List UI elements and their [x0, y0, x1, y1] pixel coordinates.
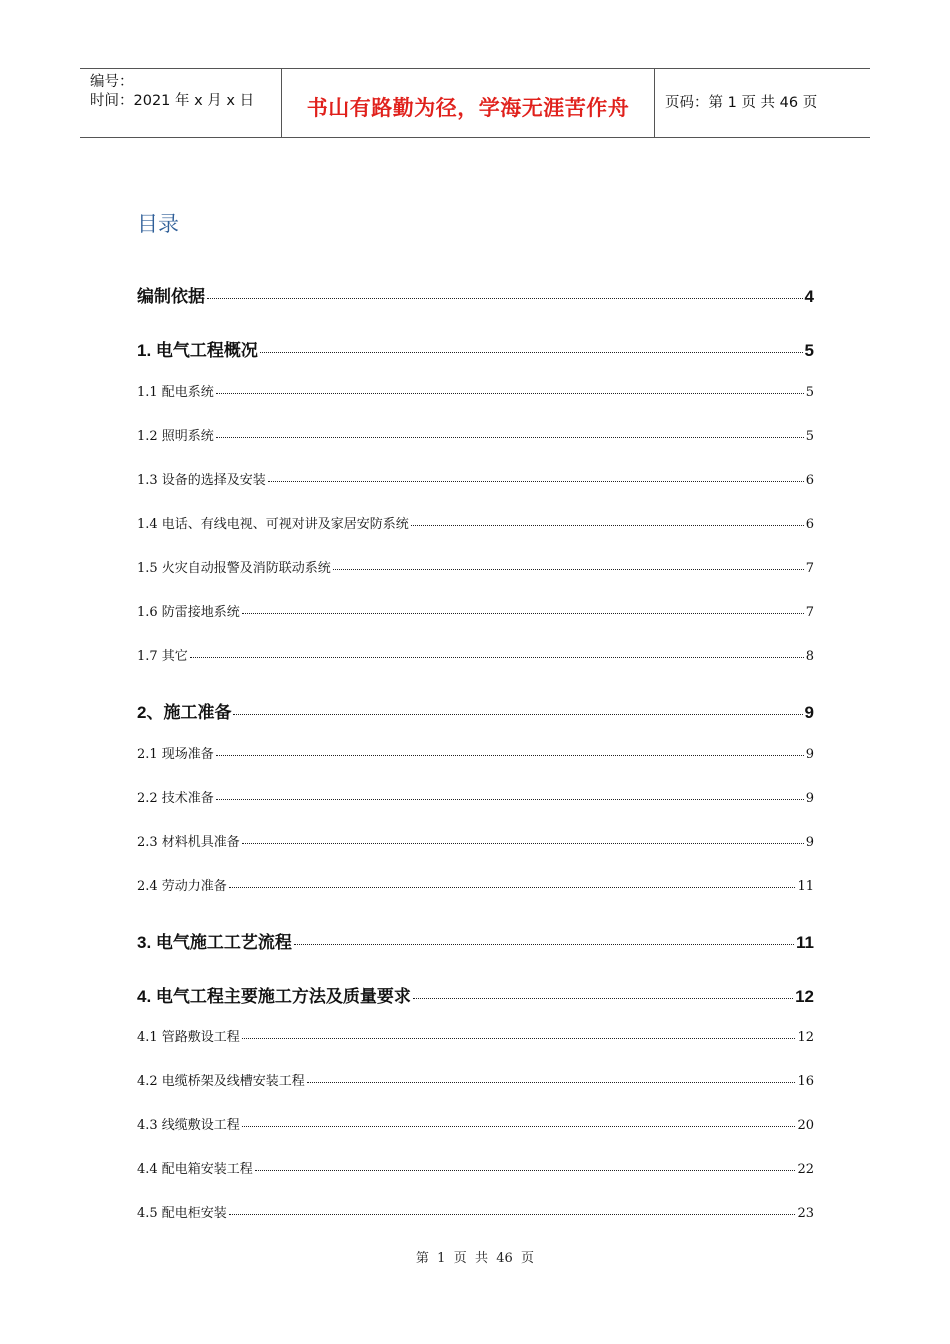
toc-entry[interactable]: [137, 1114, 814, 1133]
toc-entry-page: 22: [797, 1162, 814, 1177]
toc-leader-dots: [229, 1214, 796, 1215]
toc-entry[interactable]: [137, 425, 814, 444]
toc-entry-label: 编制依据: [137, 287, 205, 306]
toc-entry-label: 1.1 配电系统: [137, 385, 214, 400]
toc-entry[interactable]: [137, 336, 814, 361]
toc-entry-label: 4.3 线缆敷设工程: [137, 1118, 240, 1133]
toc-entry[interactable]: [137, 1158, 814, 1177]
header-motto-cell: [282, 69, 655, 137]
toc-leader-dots: [413, 998, 793, 999]
toc-entry-label: 4.1 管路敷设工程: [137, 1030, 240, 1045]
toc-entry[interactable]: [137, 1202, 814, 1221]
toc-entry[interactable]: [137, 557, 814, 576]
toc-entry-label: 4. 电气工程主要施工方法及质量要求: [137, 987, 411, 1006]
header-page-cell: [655, 69, 870, 137]
toc-entry[interactable]: [137, 513, 814, 532]
toc-leader-dots: [216, 437, 804, 438]
page-footer: 第 1 页 共 46 页: [415, 1251, 535, 1266]
toc-entry-page: 9: [805, 747, 814, 762]
toc-entry-label: 3. 电气施工工艺流程: [137, 933, 292, 952]
toc-entry-page: 9: [804, 703, 814, 722]
toc-entry[interactable]: [137, 982, 814, 1007]
toc-entry-label: 4.2 电缆桥架及线槽安装工程: [137, 1074, 305, 1089]
header-info-cell: [80, 69, 282, 137]
toc-entry-label: 1.7 其它: [137, 649, 188, 664]
toc-entry-page: 8: [805, 649, 814, 664]
toc-leader-dots: [294, 944, 794, 945]
toc-entry-page: 4: [804, 287, 814, 306]
header-page-label: 页码：第 1 页 共 46 页: [665, 95, 818, 111]
toc-leader-dots: [242, 1126, 796, 1127]
toc-entry[interactable]: [137, 928, 814, 953]
toc-entry-label: 1.4 电话、有线电视、可视对讲及家居安防系统: [137, 517, 409, 532]
toc-leader-dots: [190, 657, 804, 658]
toc-leader-dots: [216, 393, 804, 394]
toc-entry-page: 7: [805, 561, 814, 576]
toc-leader-dots: [255, 1170, 796, 1171]
toc-entry[interactable]: [137, 381, 814, 400]
toc-leader-dots: [260, 352, 803, 353]
toc-entry-label: 1.2 照明系统: [137, 429, 214, 444]
toc-leader-dots: [307, 1082, 796, 1083]
toc-entry-page: 7: [805, 605, 814, 620]
toc-entry-label: 1.5 火灾自动报警及消防联动系统: [137, 561, 331, 576]
toc-leader-dots: [229, 887, 796, 888]
toc-entry-label: 2.3 材料机具准备: [137, 835, 240, 850]
toc-leader-dots: [242, 1038, 796, 1039]
toc-entry[interactable]: [137, 875, 814, 894]
toc-entry-label: 2、施工准备: [137, 703, 232, 722]
toc-entry-label: 2.2 技术准备: [137, 791, 214, 806]
toc-title: 目录: [137, 212, 179, 236]
toc-entry-label: 1. 电气工程概况: [137, 341, 258, 360]
toc-entry[interactable]: [137, 645, 814, 664]
toc-entry-label: 2.4 劳动力准备: [137, 879, 227, 894]
toc-leader-dots: [216, 755, 804, 756]
toc-leader-dots: [233, 714, 802, 715]
toc-entry-page: 5: [805, 385, 814, 400]
toc-leader-dots: [207, 298, 803, 299]
toc-entry-page: 5: [804, 341, 814, 360]
toc-entry-page: 12: [797, 1030, 814, 1045]
toc-entry-page: 9: [805, 791, 814, 806]
header-motto: 书山有路勤为径，学海无涯苦作舟: [306, 96, 630, 120]
toc-entry-page: 11: [796, 933, 814, 952]
toc-entry-label: 4.5 配电柜安装: [137, 1206, 227, 1221]
toc-entry-page: 5: [805, 429, 814, 444]
toc-entry-page: 6: [805, 517, 814, 532]
toc-leader-dots: [242, 613, 804, 614]
document-header: [80, 68, 870, 138]
toc-entry-label: 1.6 防雷接地系统: [137, 605, 240, 620]
toc-leader-dots: [333, 569, 804, 570]
document-date-label: 时间：2021 年 x 月 x 日: [90, 93, 255, 109]
toc-entry[interactable]: [137, 698, 814, 723]
toc-entry[interactable]: [137, 831, 814, 850]
toc-entry-page: 12: [795, 987, 814, 1006]
toc-leader-dots: [216, 799, 804, 800]
toc-leader-dots: [242, 843, 804, 844]
toc-entry-page: 23: [797, 1206, 814, 1221]
toc-entry[interactable]: [137, 1026, 814, 1045]
toc-entry[interactable]: [137, 1070, 814, 1089]
toc-entry-label: 2.1 现场准备: [137, 747, 214, 762]
document-number-label: 编号：: [90, 74, 134, 90]
toc-entry-page: 20: [797, 1118, 814, 1133]
toc-entry[interactable]: [137, 601, 814, 620]
toc-entry-label: 4.4 配电箱安装工程: [137, 1162, 253, 1177]
toc-entry[interactable]: [137, 787, 814, 806]
toc-leader-dots: [411, 525, 804, 526]
toc-entry-page: 16: [797, 1074, 814, 1089]
toc-entry[interactable]: [137, 743, 814, 762]
toc-entry-page: 9: [805, 835, 814, 850]
toc-entry-page: 11: [797, 879, 814, 894]
toc-entry[interactable]: [137, 282, 814, 307]
toc-leader-dots: [268, 481, 804, 482]
toc-entry-label: 1.3 设备的选择及安装: [137, 473, 266, 488]
toc-entry[interactable]: [137, 469, 814, 488]
toc-entry-page: 6: [805, 473, 814, 488]
